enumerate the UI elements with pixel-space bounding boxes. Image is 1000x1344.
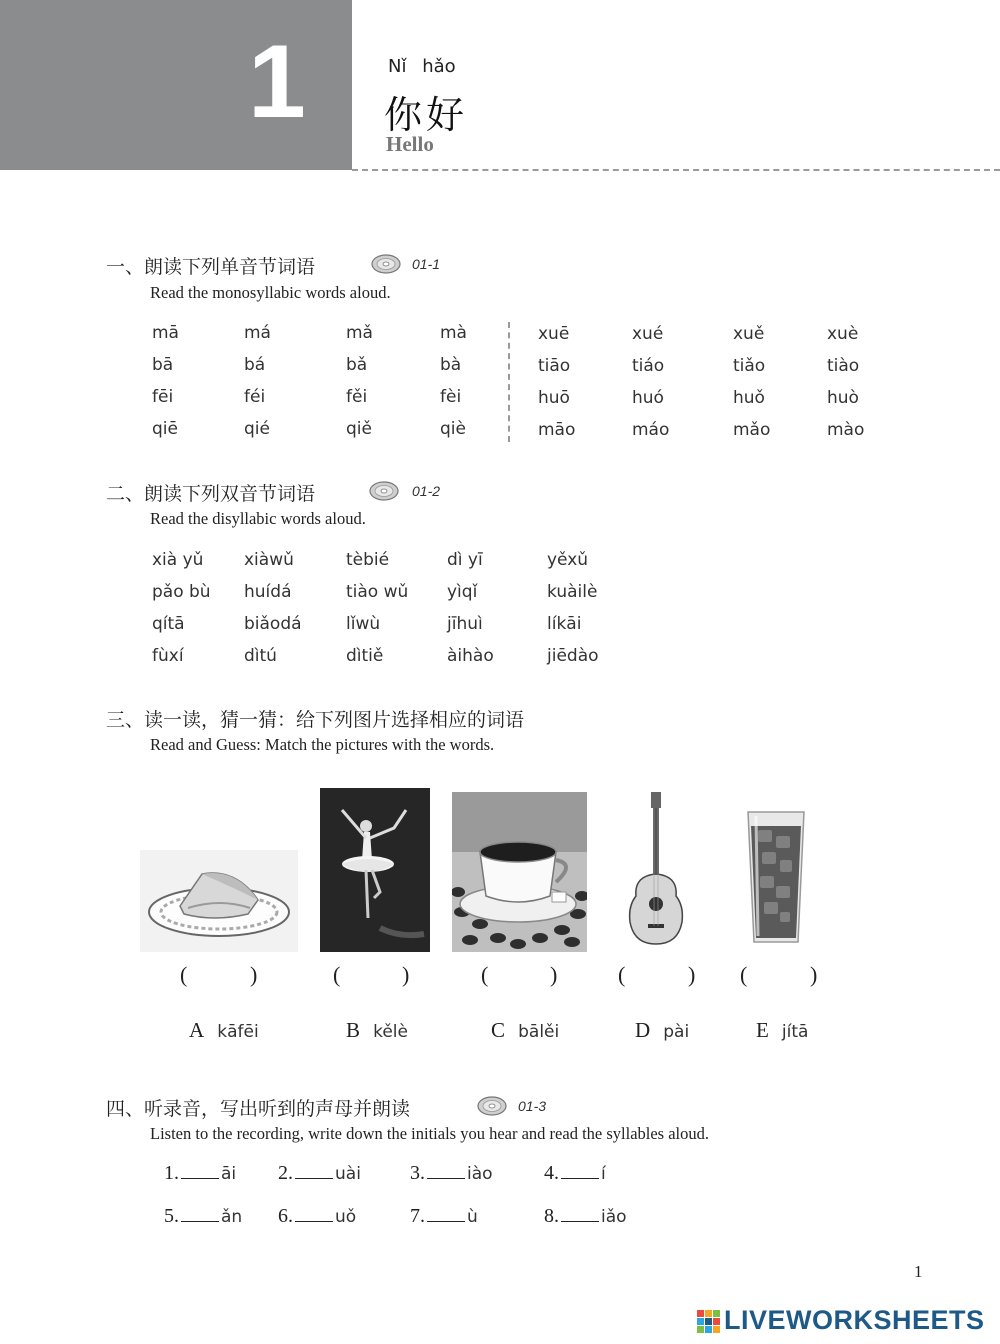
option-word: bālěi [518,1022,560,1042]
item-final: iǎo [601,1207,627,1227]
item-final: āi [221,1164,237,1184]
syllable: qié [244,419,270,439]
option-e [756,1018,808,1043]
word: yìqǐ [447,582,478,602]
listen-item-6 [278,1203,356,1228]
syllable: fèi [440,387,462,407]
syllable: huō [538,388,570,408]
section4-title-en: Listen to the recording, write down the initials you hear and read the syllables aloud. [150,1124,710,1143]
syllable: qiē [152,419,178,439]
pie-picture [140,850,298,952]
word: biǎodá [244,614,302,634]
section1-track: 01-1 [412,256,441,272]
syllable: tiāo [538,356,571,376]
option-letter: E [756,1018,769,1042]
option-word: pài [663,1022,690,1042]
listen-item-5 [164,1203,242,1228]
item-final: uài [335,1164,361,1184]
section1-title-en: Read the monosyllabic words aloud. [150,283,391,302]
item-final: í [601,1164,606,1184]
syllable: qiě [346,419,372,439]
syllable: huò [827,388,859,408]
syllable: má [244,323,271,343]
initial-blank[interactable] [427,1160,465,1179]
syllable: mǎ [346,323,373,343]
liveworksheets-logo-icon [697,1310,721,1336]
word: jīhuì [447,614,483,634]
syllable: bā [152,355,174,375]
word: fùxí [152,646,184,666]
listen-item-7 [410,1203,478,1228]
listen-item-2 [278,1160,361,1185]
item-final: uǒ [335,1207,357,1227]
initial-blank[interactable] [295,1203,333,1222]
item-final: iào [467,1164,493,1184]
syllable: xué [632,324,664,344]
item-number: 3. [410,1162,425,1184]
word: lǐwù [346,614,381,634]
syllable: mà [440,323,467,343]
word: tèbié [346,550,390,570]
syllable: xuē [538,324,570,344]
syllable: xuě [733,324,765,344]
listen-item-3 [410,1160,493,1185]
syllable: fěi [346,387,368,407]
answer-paren-close: ) [402,962,410,987]
syllable: bà [440,355,462,375]
word: dìtú [244,646,277,666]
cd-audio-icon[interactable] [370,253,402,275]
listen-item-4 [544,1160,606,1185]
answer-blank-1[interactable] [196,962,246,990]
syllable: māo [538,420,576,440]
answer-blank-4[interactable] [634,962,684,990]
section4-track: 01-3 [518,1098,547,1114]
word: xià yǔ [152,550,204,570]
section2-title-en: Read the disyllabic words aloud. [150,509,366,528]
initial-blank[interactable] [181,1203,219,1222]
answer-paren-close: ) [550,962,558,987]
grid-divider [508,322,510,442]
item-final: ǎn [221,1207,243,1227]
syllable: bá [244,355,266,375]
guitar-picture [620,790,692,948]
ballerina-picture [320,788,430,952]
section3-title-cn: 三、读一读，猜一猜：给下列图片选择相应的词语 [106,709,525,731]
initial-blank[interactable] [561,1160,599,1179]
syllable: huó [632,388,664,408]
option-c [491,1018,559,1043]
option-b [346,1018,408,1043]
cola-picture [742,806,810,946]
word: xiàwǔ [244,550,294,570]
answer-blank-2[interactable] [349,962,399,990]
item-final: ù [467,1207,478,1227]
word: dìtiě [346,646,384,666]
title-chinese: 你好 [384,93,469,137]
syllable: bǎ [346,355,368,375]
initial-blank[interactable] [295,1160,333,1179]
option-word: kāfēi [217,1022,259,1042]
coffee-picture [452,792,587,952]
word: tiào wǔ [346,582,409,602]
item-number: 1. [164,1162,179,1184]
word: yěxǔ [547,550,589,570]
listen-item-1 [164,1160,236,1185]
answer-paren-open: ( [618,962,626,987]
page-number: 1 [914,1262,923,1281]
syllable: féi [244,387,266,407]
option-letter: B [346,1018,361,1042]
option-d [635,1018,689,1043]
syllable: huǒ [733,388,765,408]
syllable: máo [632,420,670,440]
answer-paren-open: ( [333,962,341,987]
liveworksheets-brand: LIVEWORKSHEETS [724,1305,985,1335]
word: jiēdào [547,646,599,666]
syllable: mào [827,420,865,440]
section4-title-cn: 四、听录音，写出听到的声母并朗读 [106,1098,411,1120]
answer-paren-close: ) [810,962,818,987]
answer-paren-open: ( [481,962,489,987]
item-number: 6. [278,1205,293,1227]
word: dì yī [447,550,483,570]
title-pinyin: Nǐ hǎo [388,56,456,77]
section1-title-cn: 一、朗读下列单音节词语 [106,256,316,278]
initial-blank[interactable] [561,1203,599,1222]
word: qítā [152,614,185,634]
word: pǎo bù [152,582,211,602]
option-word: kělè [373,1022,408,1042]
title-english: Hello [386,132,434,156]
initial-blank[interactable] [427,1203,465,1222]
item-number: 2. [278,1162,293,1184]
word: líkāi [547,614,582,634]
section2-title-cn: 二、朗读下列双音节词语 [106,483,316,505]
syllable: mǎo [733,420,771,440]
word: huídá [244,582,292,602]
item-number: 5. [164,1205,179,1227]
answer-paren-open: ( [740,962,748,987]
item-number: 4. [544,1162,559,1184]
section3-title-en: Read and Guess: Match the pictures with the words. [150,735,495,754]
syllable: tiào [827,356,860,376]
answer-blank-5[interactable] [756,962,806,990]
syllable: xuè [827,324,859,344]
cd-audio-icon[interactable] [476,1095,508,1117]
initial-blank[interactable] [181,1160,219,1179]
answer-paren-open: ( [180,962,188,987]
listen-item-8 [544,1203,627,1228]
syllable: mā [152,323,179,343]
word: kuàilè [547,582,598,602]
syllable: tiǎo [733,356,766,376]
syllable: qiè [440,419,466,439]
answer-blank-3[interactable] [497,962,547,990]
section2-track: 01-2 [412,483,441,499]
answer-paren-close: ) [250,962,258,987]
answer-paren-close: ) [688,962,696,987]
option-letter: D [635,1018,651,1042]
item-number: 7. [410,1205,425,1227]
option-word: jítā [781,1022,809,1042]
syllable: fēi [152,387,174,407]
word: àihào [447,646,494,666]
lesson-number: 1 [248,24,306,140]
cd-audio-icon[interactable] [368,480,400,502]
option-letter: A [189,1018,205,1042]
item-number: 8. [544,1205,559,1227]
option-a [189,1018,259,1043]
header-divider [352,169,1000,171]
option-letter: C [491,1018,506,1042]
syllable: tiáo [632,356,665,376]
